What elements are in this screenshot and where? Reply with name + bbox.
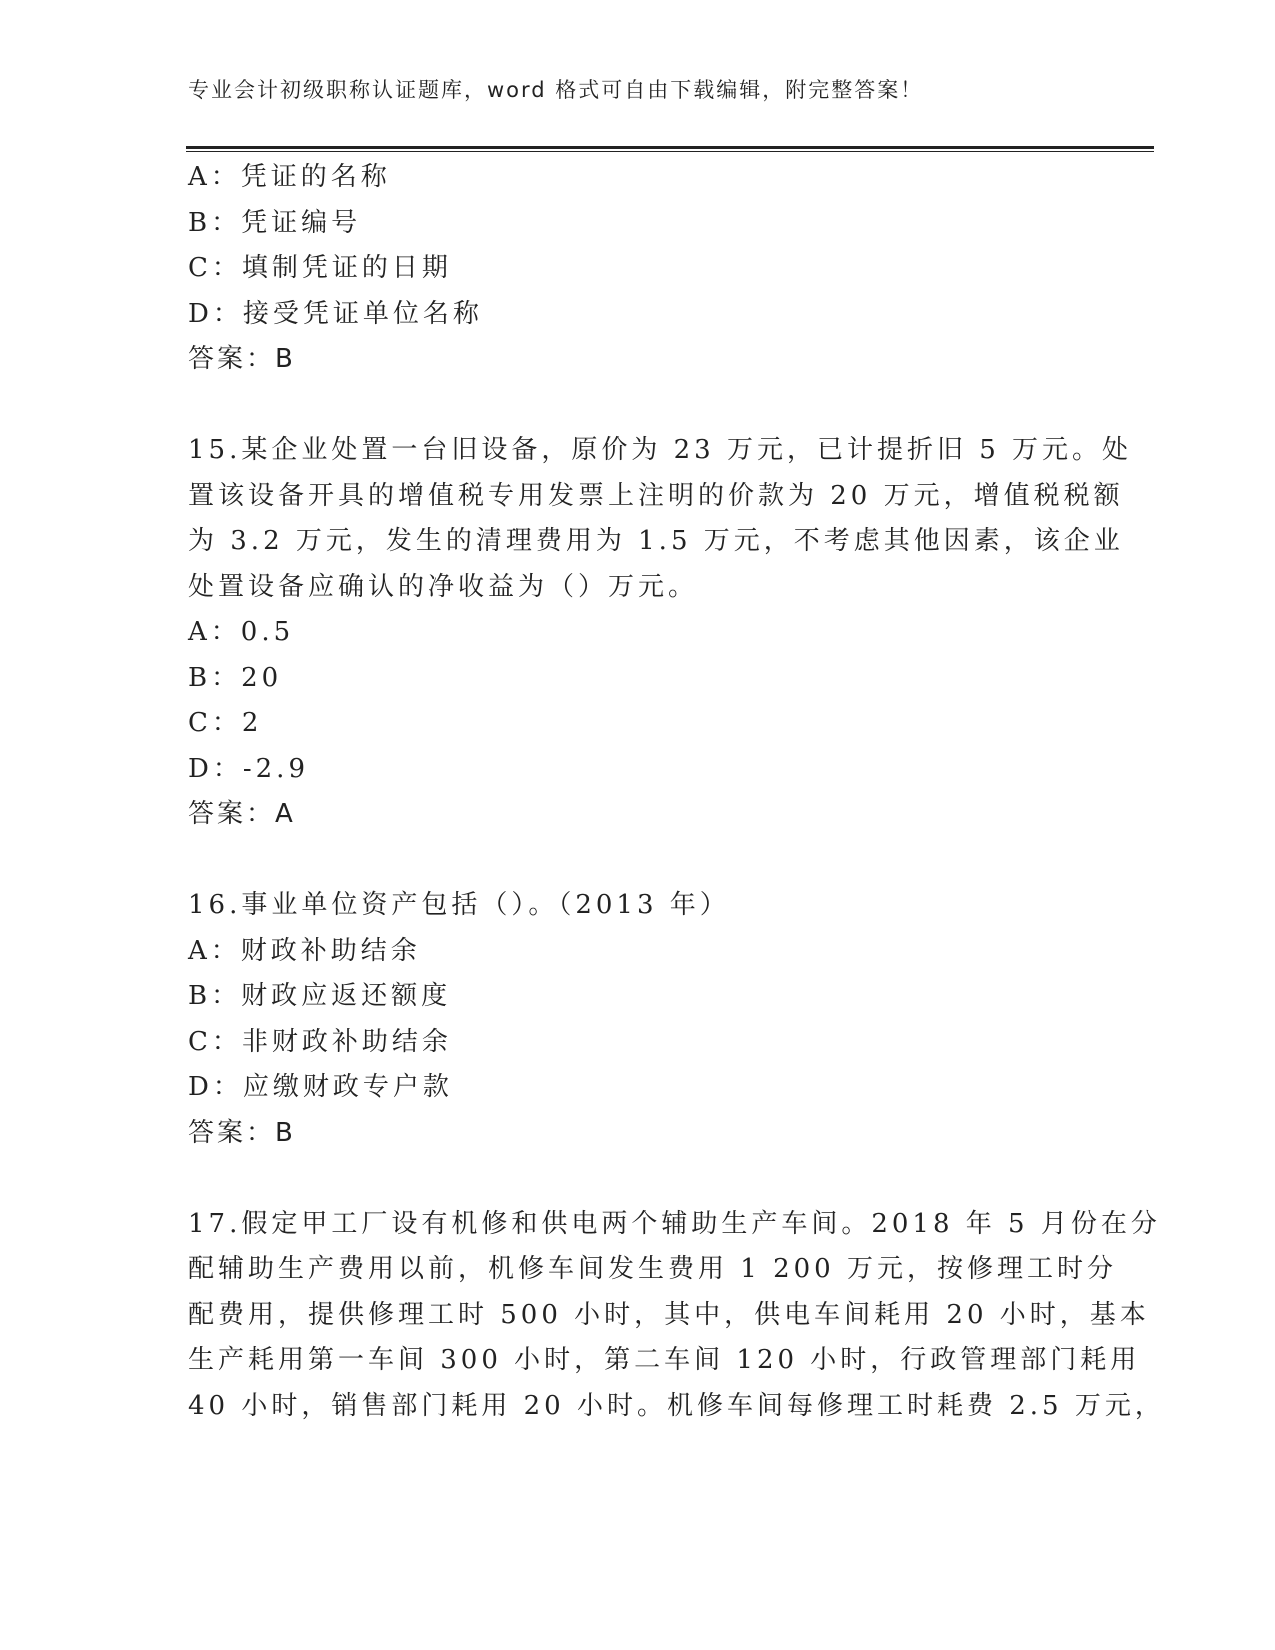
- answer: 答案：B: [188, 1117, 296, 1148]
- question-text-line: 生产耗用第一车间 300 小时，第二车间 120 小时，行政管理部门耗用: [188, 1345, 1141, 1375]
- option-b: B：财政应返还额度: [188, 981, 452, 1011]
- question-text-line: 处置设备应确认的净收益为（）万元。: [188, 571, 699, 602]
- header-divider: [186, 146, 1154, 152]
- page-header: 专业会计初级职称认证题库，word 格式可自由下载编辑，附完整答案！: [188, 78, 924, 102]
- option-d: D：接受凭证单位名称: [188, 298, 483, 329]
- question-text-line: 配辅助生产费用以前，机修车间发生费用 1 200 万元，按修理工时分: [188, 1254, 1117, 1284]
- option-a: A：财政补助结余: [188, 935, 421, 966]
- option-d: D：-2.9: [188, 753, 309, 784]
- question-text-line: 16.事业单位资产包括（）。（2013 年）: [188, 890, 730, 920]
- answer: 答案：B: [188, 344, 296, 374]
- question-text-line: 为 3.2 万元，发生的清理费用为 1.5 万元，不考虑其他因素，该企业: [188, 526, 1124, 556]
- question-text-line: 15.某企业处置一台旧设备，原价为 23 万元，已计提折旧 5 万元。处: [188, 435, 1133, 465]
- document-body: [188, 155, 1165, 1429]
- question-17: [188, 1202, 1165, 1430]
- option-b: B：凭证编号: [188, 207, 362, 238]
- question-text-line: 配费用，提供修理工时 500 小时，其中，供电车间耗用 20 小时，基本: [188, 1299, 1150, 1330]
- option-c: C：填制凭证的日期: [188, 253, 452, 283]
- option-d: D：应缴财政专户款: [188, 1072, 453, 1102]
- question-text-line: 置该设备开具的增值税专用发票上注明的价款为 20 万元，增值税税额: [188, 480, 1124, 511]
- option-c: C：非财政补助结余: [188, 1026, 452, 1057]
- question-15: [188, 428, 1133, 838]
- option-a: A：凭证的名称: [188, 162, 391, 192]
- question-text-line: 17.假定甲工厂设有机修和供电两个辅助生产车间。2018 年 5 月份在分: [188, 1208, 1161, 1239]
- question-text-line: 40 小时，销售部门耗用 20 小时。机修车间每修理工时耗费 2.5 万元，: [188, 1390, 1165, 1421]
- question-16: [188, 883, 1088, 1156]
- answer: 答案：A: [188, 799, 296, 829]
- option-c: C：2: [188, 708, 263, 738]
- option-a: A：0.5: [188, 617, 295, 647]
- option-b: B：20: [188, 662, 283, 693]
- question-14: [188, 155, 1088, 383]
